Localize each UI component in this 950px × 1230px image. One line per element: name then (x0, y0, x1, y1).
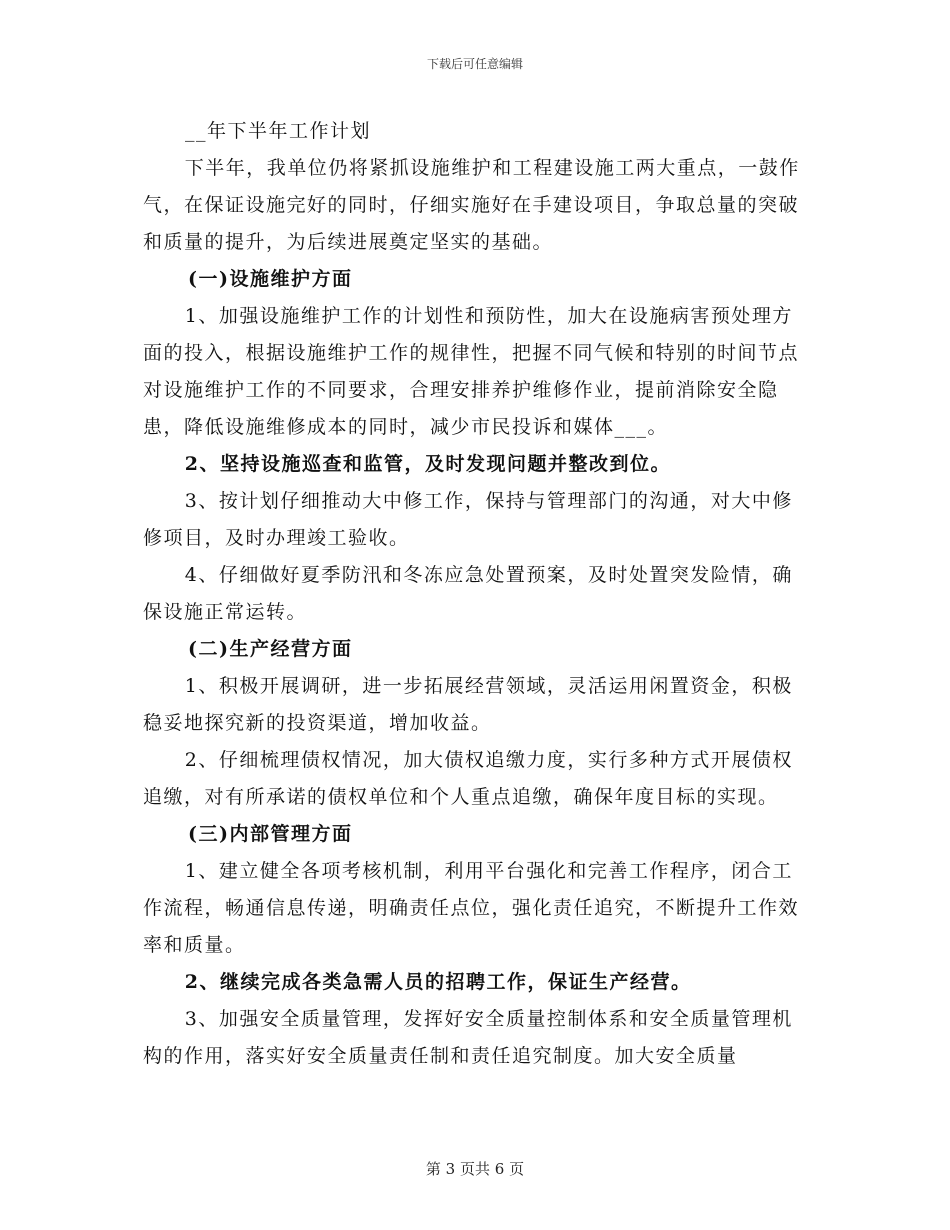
page-number: 第 3 页共 6 页 (425, 1160, 525, 1178)
document-body (143, 113, 808, 1075)
list-item: 1、积极开展调研，进一步拓展经营领域，灵活运用闲置资金，积极稳妥地探究新的投资渠道，增加收益。 (143, 675, 793, 734)
page-header-note: 下载后可任意编辑 (426, 57, 523, 71)
list-item: 1、加强设施维护工作的计划性和预防性，加大在设施病害预处理方面的投入，根据设施维护工作的规律性，把握不同气候和特别的时间节点对设施维护工作的不同要求，合理安排养护维修作业，提前消除安全隐患，降低设施维修成本的同时，减少市民投诉和媒体___。 (143, 305, 800, 438)
list-item: 3、加强安全质量管理，发挥好安全质量控制体系和安全质量管理机构的作用，落实好安全质量责任制和责任追究制度。加大安全质量 (143, 1008, 793, 1067)
section-heading: (二)生产经营方面 (188, 638, 353, 660)
list-item: 2、坚持设施巡查和监管，及时发现问题并整改到位。 (184, 453, 672, 475)
list-item: 1、建立健全各项考核机制，利用平台强化和完善工作程序，闭合工作流程，畅通信息传递，明确责任点位，强化责任追究，不断提升工作效率和质量。 (143, 860, 800, 956)
list-item: 2、仔细梳理债权情况，加大债权追缴力度，实行多种方式开展债权追缴，对有所承诺的债权单位和个人重点追缴，确保年度目标的实现。 (143, 749, 793, 808)
section-heading: (一)设施维护方面 (188, 268, 353, 290)
list-item: 3、按计划仔细推动大中修工作，保持与管理部门的沟通，对大中修修项目，及时办理竣工验收。 (143, 490, 793, 549)
list-item: 4、仔细做好夏季防汛和冬冻应急处置预案，及时处置突发险情，确保设施正常运转。 (143, 564, 793, 623)
list-item: 2、继续完成各类急需人员的招聘工作，保证生产经营。 (184, 971, 692, 993)
document-title: __年下半年工作计划 (185, 120, 372, 142)
intro-paragraph: 下半年，我单位仍将紧抓设施维护和工程建设施工两大重点，一鼓作气，在保证设施完好的同时，仔细实施好在手建设项目，争取总量的突破和质量的提升，为后续进展奠定坚实的基础。 (143, 157, 800, 253)
section-heading: (三)内部管理方面 (188, 823, 353, 845)
